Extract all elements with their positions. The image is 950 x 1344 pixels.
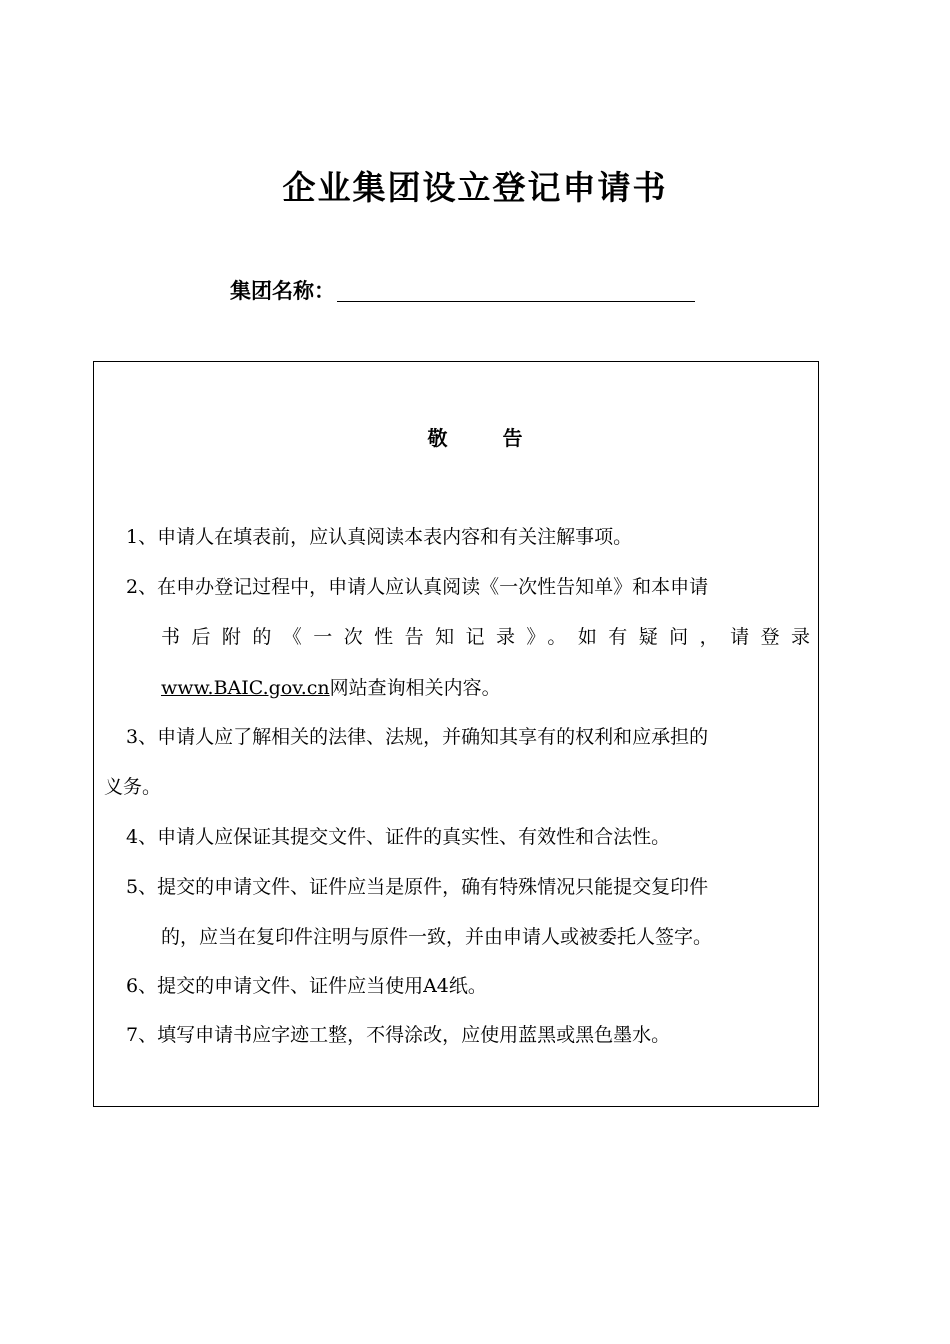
notice-heading: 敬 告 xyxy=(427,426,523,450)
group-name-row xyxy=(230,274,695,304)
baic-website-link[interactable]: www.BAIC.gov.cn xyxy=(161,677,330,699)
notice-item-2-line-1: 2、在申办登记过程中，申请人应认真阅读《一次性告知单》和本申请 xyxy=(126,576,709,598)
notice-item-2-line-3 xyxy=(104,675,810,701)
notice-item-3-line-2: 义务。 xyxy=(104,776,162,798)
notice-item-2-line-3-text: 网站查询相关内容。 xyxy=(329,677,501,699)
notice-item-5-line-2: 的，应当在复印件注明与原件一致，并由申请人或被委托人签字。 xyxy=(161,926,713,948)
notice-item-3-line-1: 3、申请人应了解相关的法律、法规，并确知其享有的权利和应承担的 xyxy=(126,726,709,748)
notice-item-1: 1、申请人在填表前，应认真阅读本表内容和有关注解事项。 xyxy=(126,526,633,548)
notice-item-6: 6、提交的申请文件、证件应当使用A4纸。 xyxy=(126,975,487,997)
group-name-field[interactable] xyxy=(337,279,695,302)
notice-item-7: 7、填写申请书应字迹工整，不得涂改，应使用蓝黑或黑色墨水。 xyxy=(126,1024,671,1046)
notice-item-2-line-2: 书后附的《一次性告知记录》。如有疑问，请登录 xyxy=(161,626,810,648)
group-name-label: 集团名称： xyxy=(230,279,335,303)
notice-item-4: 4、申请人应保证其提交文件、证件的真实性、有效性和合法性。 xyxy=(126,826,671,848)
notice-item-5-line-1: 5、提交的申请文件、证件应当是原件，确有特殊情况只能提交复印件 xyxy=(126,876,709,898)
document-title: 企业集团设立登记申请书 xyxy=(282,168,668,207)
